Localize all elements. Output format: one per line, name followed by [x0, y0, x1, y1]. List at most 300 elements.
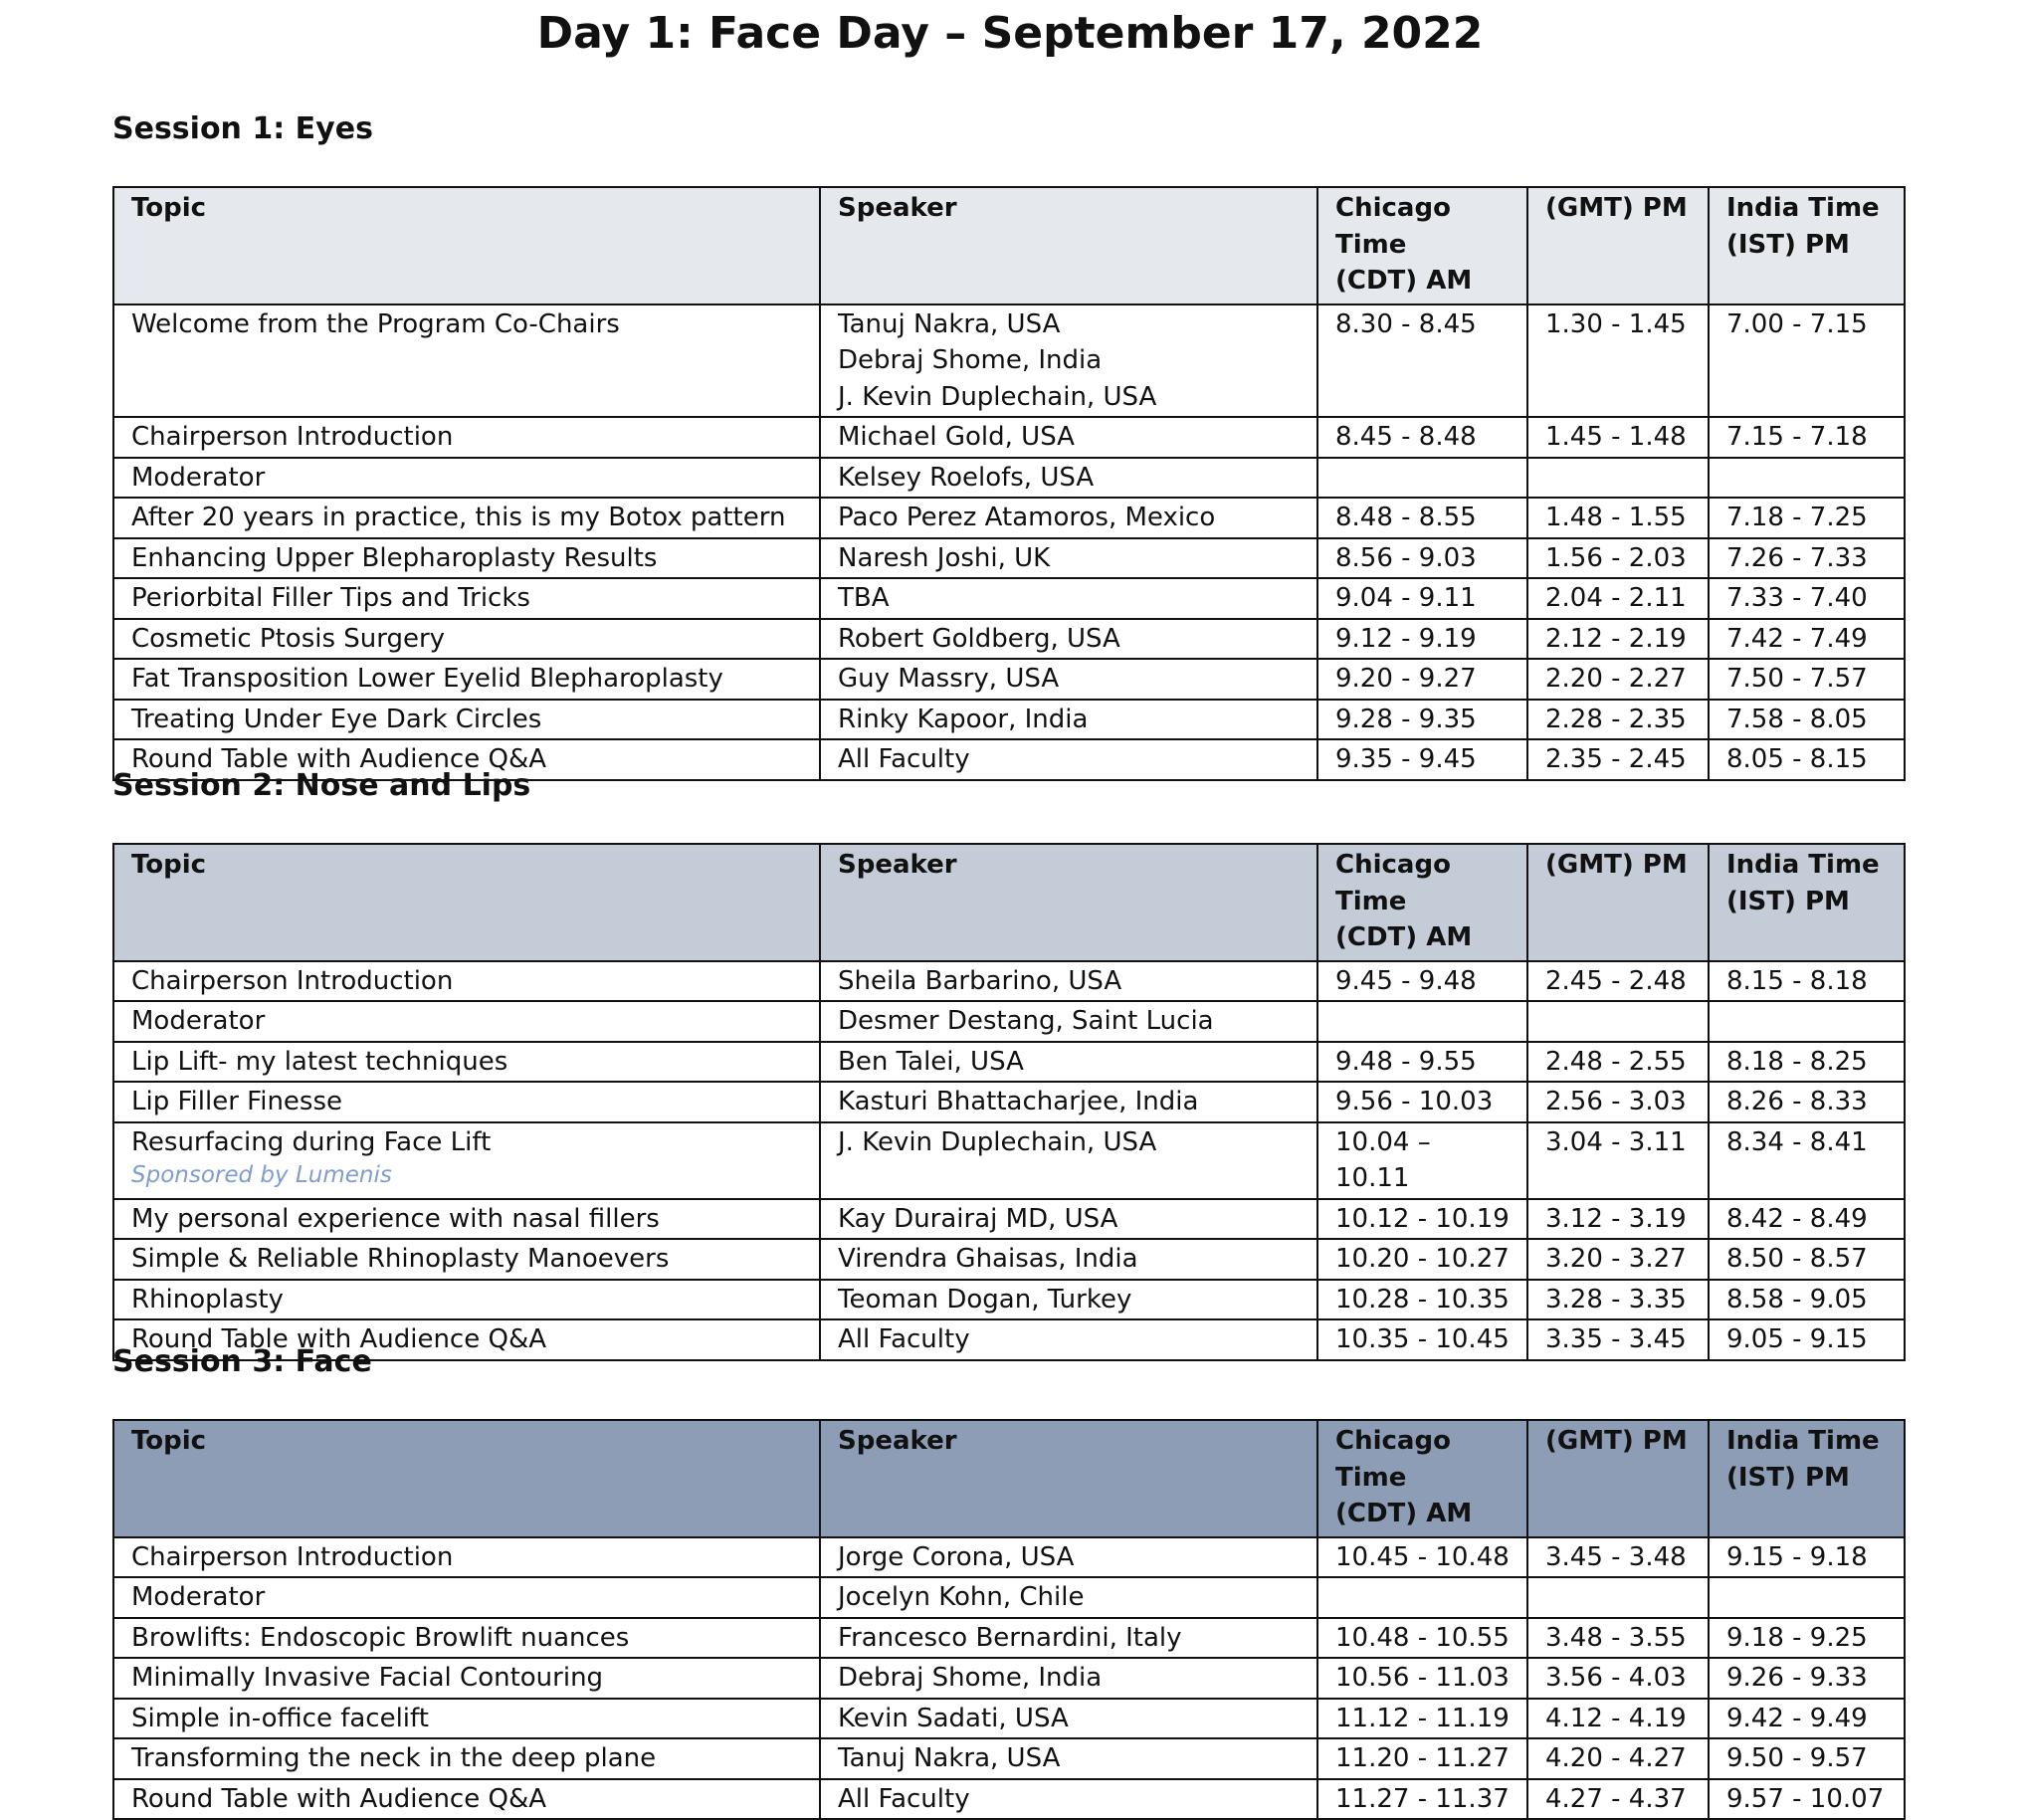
gmt-time-text: 1.45 - 1.48: [1545, 422, 1687, 452]
india-time-cell: [1709, 1618, 1905, 1659]
topic-text: Welcome from the Program Co-Chairs: [131, 308, 620, 339]
speaker-text: Jocelyn Kohn, Chile: [838, 1582, 1085, 1612]
table-row: [113, 1658, 1905, 1699]
session-heading-eyes: Session 1: Eyes: [112, 111, 373, 146]
chicago-time-text: 9.35 - 9.45: [1335, 744, 1477, 774]
column-header-gmt-time: (GMT) PM: [1527, 844, 1709, 961]
gmt-time-text: 2.56 - 3.03: [1545, 1087, 1687, 1116]
gmt-time-cell: [1527, 1082, 1709, 1122]
topic-cell: [113, 1738, 820, 1779]
chicago-time-text: 9.48 - 9.55: [1335, 1046, 1477, 1077]
india-time-text: 9.15 - 9.18: [1726, 1541, 1868, 1572]
column-header-gmt-time: (GMT) PM: [1527, 187, 1709, 304]
table-row: [113, 1199, 1905, 1240]
india-time-text: 8.18 - 8.25: [1726, 1046, 1868, 1077]
india-time-text: 9.26 - 9.33: [1726, 1663, 1868, 1693]
gmt-time-text: 3.48 - 3.55: [1545, 1622, 1687, 1653]
india-time-text: 9.50 - 9.57: [1726, 1743, 1868, 1773]
gmt-time-cell: [1527, 578, 1709, 619]
gmt-time-cell: [1527, 1618, 1709, 1659]
gmt-time-text: 2.20 - 2.27: [1545, 664, 1687, 694]
speaker-text: Rinky Kapoor, India: [838, 704, 1089, 734]
speaker-cell: [820, 538, 1317, 579]
chicago-time-cell: [1317, 1199, 1527, 1240]
gmt-time-cell: [1527, 1042, 1709, 1083]
chicago-time-text: 8.56 - 9.03: [1335, 542, 1477, 573]
topic-cell: [113, 1779, 820, 1820]
chicago-time-cell: [1317, 458, 1527, 499]
topic-cell: [113, 619, 820, 660]
chicago-time-text: 9.56 - 10.03: [1335, 1087, 1494, 1116]
speaker-text: Tanuj Nakra, USA: [838, 1743, 1061, 1773]
india-time-cell: [1709, 1699, 1905, 1739]
session-heading-nose-lips: Session 2: Nose and Lips: [112, 768, 531, 803]
table-row: [113, 458, 1905, 499]
speaker-text: Naresh Joshi, UK: [838, 542, 1051, 573]
gmt-time-cell: [1527, 1537, 1709, 1578]
speaker-text: Teoman Dogan, Turkey: [838, 1284, 1132, 1314]
gmt-time-cell: [1527, 1577, 1709, 1618]
sponsor-note: Sponsored by Lumenis: [131, 1162, 392, 1188]
speaker-cell: [820, 739, 1317, 780]
chicago-time-cell: [1317, 304, 1527, 418]
speaker-cell: [820, 304, 1317, 418]
chicago-time-text: 10.48 - 10.55: [1335, 1622, 1510, 1653]
speaker-text: Sheila Barbarino, USA: [838, 965, 1122, 996]
table-row: [113, 1001, 1905, 1042]
gmt-time-cell: [1527, 619, 1709, 660]
table-row: [113, 1699, 1905, 1739]
chicago-time-cell: [1317, 1577, 1527, 1618]
chicago-time-text: 9.20 - 9.27: [1335, 664, 1477, 694]
gmt-time-text: 2.35 - 2.45: [1545, 744, 1687, 774]
chicago-time-text: 10.20 - 10.27: [1335, 1244, 1510, 1274]
speaker-cell: [820, 1537, 1317, 1578]
gmt-time-cell: [1527, 739, 1709, 780]
speaker-text: Kasturi Bhattacharjee, India: [838, 1087, 1199, 1116]
table-row: [113, 1239, 1905, 1280]
chicago-time-cell: [1317, 578, 1527, 619]
speaker-text: Guy Massry, USA: [838, 664, 1060, 694]
table-row: [113, 498, 1905, 538]
topic-text: Minimally Invasive Facial Contouring: [131, 1663, 604, 1693]
gmt-time-text: 2.45 - 2.48: [1545, 965, 1687, 996]
india-time-text: 8.05 - 8.15: [1726, 744, 1868, 774]
gmt-time-text: 3.56 - 4.03: [1545, 1663, 1687, 1693]
topic-cell: [113, 1082, 820, 1122]
table-row: [113, 659, 1905, 700]
speaker-cell: [820, 1199, 1317, 1240]
topic-text: Fat Transposition Lower Eyelid Blepharoplasty: [131, 664, 723, 694]
india-time-text: 7.15 - 7.18: [1726, 422, 1868, 452]
topic-text: Chairperson Introduction: [131, 965, 454, 996]
topic-cell: [113, 417, 820, 458]
chicago-time-text: 9.28 - 9.35: [1335, 704, 1477, 734]
topic-cell: [113, 498, 820, 538]
india-time-cell: [1709, 659, 1905, 700]
india-time-text: 7.58 - 8.05: [1726, 704, 1868, 734]
speaker-cell: [820, 1082, 1317, 1122]
topic-cell: [113, 1199, 820, 1240]
india-time-cell: [1709, 619, 1905, 660]
chicago-time-cell: [1317, 1122, 1527, 1199]
topic-text: Rhinoplasty: [131, 1284, 284, 1314]
chicago-time-text: 10.45 - 10.48: [1335, 1541, 1510, 1572]
india-time-cell: [1709, 578, 1905, 619]
chicago-time-cell: [1317, 1001, 1527, 1042]
speaker-cell: [820, 417, 1317, 458]
speaker-text: Jorge Corona, USA: [838, 1541, 1075, 1572]
gmt-time-cell: [1527, 1199, 1709, 1240]
gmt-time-cell: [1527, 498, 1709, 538]
chicago-time-text: 10.12 - 10.19: [1335, 1203, 1510, 1234]
table-header-row: [113, 844, 1905, 961]
column-header-topic: Topic: [113, 844, 820, 961]
india-time-cell: [1709, 1122, 1905, 1199]
topic-cell: [113, 458, 820, 499]
india-time-text: 8.58 - 9.05: [1726, 1284, 1868, 1314]
india-time-text: 8.15 - 8.18: [1726, 965, 1868, 996]
column-header-chicago-time: Chicago Time (CDT) AM: [1317, 844, 1527, 961]
column-header-speaker: Speaker: [820, 187, 1317, 304]
gmt-time-text: 2.48 - 2.55: [1545, 1046, 1687, 1077]
table-row: [113, 619, 1905, 660]
india-time-text: 7.33 - 7.40: [1726, 583, 1868, 613]
gmt-time-text: 3.04 - 3.11: [1545, 1126, 1687, 1157]
column-header-chicago-time: Chicago Time (CDT) AM: [1317, 1420, 1527, 1537]
chicago-time-text: 11.27 - 11.37: [1335, 1783, 1510, 1814]
gmt-time-cell: [1527, 1319, 1709, 1360]
speaker-cell: [820, 1699, 1317, 1739]
topic-cell: [113, 1122, 820, 1199]
chicago-time-cell: [1317, 1779, 1527, 1820]
chicago-time-cell: [1317, 1082, 1527, 1122]
chicago-time-text: 10.56 - 11.03: [1335, 1663, 1510, 1693]
topic-cell: [113, 538, 820, 579]
page-title: Day 1: Face Day – September 17, 2022: [536, 8, 1484, 59]
topic-cell: [113, 1001, 820, 1042]
india-time-cell: [1709, 498, 1905, 538]
speaker-cell: [820, 1280, 1317, 1320]
chicago-time-text: 11.12 - 11.19: [1335, 1703, 1510, 1733]
chicago-time-cell: [1317, 1537, 1527, 1578]
speaker-text: TBA: [838, 583, 890, 613]
session-table-nose-lips: [112, 843, 1906, 1361]
table-row: [113, 1577, 1905, 1618]
table-row: [113, 1280, 1905, 1320]
india-time-cell: [1709, 1658, 1905, 1699]
table-row: [113, 1738, 1905, 1779]
column-header-gmt-time: (GMT) PM: [1527, 1420, 1709, 1537]
topic-text: After 20 years in practice, this is my Botox pattern: [131, 503, 786, 532]
table-row: [113, 417, 1905, 458]
gmt-time-cell: [1527, 1122, 1709, 1199]
speaker-cell: [820, 1319, 1317, 1360]
table-row: [113, 1537, 1905, 1578]
topic-text: Chairperson Introduction: [131, 422, 454, 452]
india-time-cell: [1709, 1319, 1905, 1360]
gmt-time-cell: [1527, 1001, 1709, 1042]
topic-text: Lip Lift- my latest techniques: [131, 1046, 508, 1077]
column-header-topic: Topic: [113, 187, 820, 304]
table-row: [113, 961, 1905, 1002]
column-header-speaker: Speaker: [820, 844, 1317, 961]
topic-cell: [113, 1699, 820, 1739]
speaker-cell: [820, 1239, 1317, 1280]
chicago-time-cell: [1317, 739, 1527, 780]
india-time-cell: [1709, 1239, 1905, 1280]
india-time-text: 9.05 - 9.15: [1726, 1324, 1868, 1354]
gmt-time-text: 2.28 - 2.35: [1545, 704, 1687, 734]
gmt-time-text: 3.35 - 3.45: [1545, 1324, 1687, 1354]
table-row: [113, 1042, 1905, 1083]
chicago-time-text: 9.45 - 9.48: [1335, 965, 1477, 996]
topic-cell: [113, 961, 820, 1002]
chicago-time-text: 10.04 – 10.11: [1335, 1126, 1431, 1193]
session-table-eyes: [112, 186, 1906, 781]
topic-text: Round Table with Audience Q&A: [131, 744, 547, 774]
column-header-india-time: India Time (IST) PM: [1709, 844, 1905, 961]
topic-text: Moderator: [131, 1582, 266, 1612]
topic-text: Cosmetic Ptosis Surgery: [131, 623, 446, 654]
speaker-text: All Faculty: [838, 1324, 970, 1354]
india-time-cell: [1709, 1779, 1905, 1820]
speaker-text: Tanuj Nakra, USA Debraj Shome, India J. Kevin Duplechain, USA: [838, 308, 1157, 412]
speaker-text: Kay Durairaj MD, USA: [838, 1203, 1118, 1234]
topic-text: Simple in-office facelift: [131, 1703, 429, 1733]
chicago-time-cell: [1317, 498, 1527, 538]
column-header-india-time: India Time (IST) PM: [1709, 187, 1905, 304]
column-header-speaker: Speaker: [820, 1420, 1317, 1537]
topic-text: Moderator: [131, 462, 266, 493]
speaker-text: Virendra Ghaisas, India: [838, 1244, 1138, 1274]
chicago-time-text: 10.35 - 10.45: [1335, 1324, 1510, 1354]
chicago-time-cell: [1317, 619, 1527, 660]
table-row: [113, 538, 1905, 579]
speaker-text: Kelsey Roelofs, USA: [838, 462, 1095, 493]
column-header-chicago-time: Chicago Time (CDT) AM: [1317, 187, 1527, 304]
gmt-time-text: 4.20 - 4.27: [1545, 1743, 1687, 1773]
topic-text: Chairperson Introduction: [131, 1541, 454, 1572]
gmt-time-text: 4.27 - 4.37: [1545, 1783, 1687, 1814]
chicago-time-text: 8.48 - 8.55: [1335, 503, 1477, 532]
gmt-time-text: 3.20 - 3.27: [1545, 1244, 1687, 1274]
speaker-text: Debraj Shome, India: [838, 1663, 1103, 1693]
speaker-text: Michael Gold, USA: [838, 422, 1075, 452]
table-row: [113, 1618, 1905, 1659]
india-time-cell: [1709, 1082, 1905, 1122]
speaker-cell: [820, 1001, 1317, 1042]
topic-cell: [113, 578, 820, 619]
gmt-time-text: 1.30 - 1.45: [1545, 308, 1687, 339]
chicago-time-cell: [1317, 1699, 1527, 1739]
speaker-cell: [820, 1618, 1317, 1659]
india-time-cell: [1709, 1001, 1905, 1042]
topic-cell: [113, 1577, 820, 1618]
india-time-text: 7.26 - 7.33: [1726, 542, 1868, 573]
india-time-cell: [1709, 1199, 1905, 1240]
gmt-time-text: 3.45 - 3.48: [1545, 1541, 1687, 1572]
speaker-text: Desmer Destang, Saint Lucia: [838, 1006, 1214, 1036]
india-time-cell: [1709, 1280, 1905, 1320]
topic-text: Transforming the neck in the deep plane: [131, 1743, 657, 1773]
speaker-cell: [820, 458, 1317, 499]
gmt-time-cell: [1527, 304, 1709, 418]
chicago-time-text: 9.04 - 9.11: [1335, 583, 1477, 613]
speaker-cell: [820, 700, 1317, 740]
speaker-cell: [820, 578, 1317, 619]
chicago-time-cell: [1317, 1042, 1527, 1083]
table-row: [113, 578, 1905, 619]
topic-cell: [113, 304, 820, 418]
speaker-cell: [820, 1658, 1317, 1699]
topic-text: Periorbital Filler Tips and Tricks: [131, 583, 530, 613]
topic-text: Round Table with Audience Q&A: [131, 1783, 547, 1814]
speaker-text: J. Kevin Duplechain, USA: [838, 1126, 1157, 1157]
table-row: [113, 1082, 1905, 1122]
gmt-time-text: 1.48 - 1.55: [1545, 503, 1687, 532]
topic-cell: [113, 1239, 820, 1280]
topic-cell: [113, 1658, 820, 1699]
table-header-row: [113, 1420, 1905, 1537]
gmt-time-text: 1.56 - 2.03: [1545, 542, 1687, 573]
india-time-text: 7.18 - 7.25: [1726, 503, 1868, 532]
gmt-time-cell: [1527, 458, 1709, 499]
gmt-time-cell: [1527, 961, 1709, 1002]
speaker-cell: [820, 619, 1317, 660]
speaker-cell: [820, 659, 1317, 700]
topic-cell: [113, 700, 820, 740]
topic-text: Resurfacing during Face Lift: [131, 1126, 492, 1157]
chicago-time-cell: [1317, 538, 1527, 579]
chicago-time-text: 8.30 - 8.45: [1335, 308, 1477, 339]
speaker-text: Francesco Bernardini, Italy: [838, 1622, 1182, 1653]
chicago-time-cell: [1317, 1738, 1527, 1779]
india-time-text: 9.18 - 9.25: [1726, 1622, 1868, 1653]
chicago-time-text: 9.12 - 9.19: [1335, 623, 1477, 654]
speaker-cell: [820, 961, 1317, 1002]
speaker-cell: [820, 498, 1317, 538]
speaker-text: All Faculty: [838, 1783, 970, 1814]
table-row: [113, 1779, 1905, 1820]
session-table-face: [112, 1419, 1906, 1820]
table-row: [113, 304, 1905, 418]
india-time-text: 9.42 - 9.49: [1726, 1703, 1868, 1733]
gmt-time-cell: [1527, 700, 1709, 740]
gmt-time-cell: [1527, 1738, 1709, 1779]
chicago-time-text: 8.45 - 8.48: [1335, 422, 1477, 452]
session-heading-face: Session 3: Face: [112, 1344, 372, 1379]
india-time-cell: [1709, 1738, 1905, 1779]
speaker-text: Ben Talei, USA: [838, 1046, 1024, 1077]
gmt-time-text: 3.28 - 3.35: [1545, 1284, 1687, 1314]
gmt-time-cell: [1527, 1658, 1709, 1699]
topic-cell: [113, 1618, 820, 1659]
gmt-time-cell: [1527, 1239, 1709, 1280]
gmt-time-text: 2.12 - 2.19: [1545, 623, 1687, 654]
gmt-time-cell: [1527, 538, 1709, 579]
chicago-time-cell: [1317, 659, 1527, 700]
speaker-cell: [820, 1122, 1317, 1199]
india-time-cell: [1709, 304, 1905, 418]
india-time-cell: [1709, 739, 1905, 780]
speaker-cell: [820, 1042, 1317, 1083]
india-time-cell: [1709, 538, 1905, 579]
topic-text: Lip Filler Finesse: [131, 1087, 343, 1116]
india-time-text: 7.42 - 7.49: [1726, 623, 1868, 654]
topic-text: Treating Under Eye Dark Circles: [131, 704, 542, 734]
india-time-text: 8.42 - 8.49: [1726, 1203, 1868, 1234]
chicago-time-cell: [1317, 1280, 1527, 1320]
table-header-row: [113, 187, 1905, 304]
india-time-text: 7.00 - 7.15: [1726, 308, 1868, 339]
speaker-cell: [820, 1779, 1317, 1820]
india-time-text: 7.50 - 7.57: [1726, 664, 1868, 694]
topic-text: Enhancing Upper Blepharoplasty Results: [131, 542, 658, 573]
chicago-time-text: 11.20 - 11.27: [1335, 1743, 1510, 1773]
india-time-cell: [1709, 458, 1905, 499]
gmt-time-text: 4.12 - 4.19: [1545, 1703, 1687, 1733]
speaker-text: Kevin Sadati, USA: [838, 1703, 1069, 1733]
topic-text: Simple & Reliable Rhinoplasty Manoevers: [131, 1244, 670, 1274]
topic-cell: [113, 1280, 820, 1320]
chicago-time-cell: [1317, 1658, 1527, 1699]
topic-text: Round Table with Audience Q&A: [131, 1324, 547, 1354]
table-row: [113, 1319, 1905, 1360]
table-row: [113, 1122, 1905, 1199]
india-time-cell: [1709, 1577, 1905, 1618]
topic-cell: [113, 659, 820, 700]
gmt-time-cell: [1527, 1699, 1709, 1739]
speaker-text: Robert Goldberg, USA: [838, 623, 1120, 654]
chicago-time-cell: [1317, 417, 1527, 458]
topic-text: Moderator: [131, 1006, 266, 1036]
india-time-text: 8.26 - 8.33: [1726, 1087, 1868, 1116]
column-header-topic: Topic: [113, 1420, 820, 1537]
gmt-time-cell: [1527, 1280, 1709, 1320]
chicago-time-cell: [1317, 1319, 1527, 1360]
speaker-text: All Faculty: [838, 744, 970, 774]
gmt-time-cell: [1527, 1779, 1709, 1820]
topic-text: My personal experience with nasal fillers: [131, 1203, 660, 1234]
column-header-india-time: India Time (IST) PM: [1709, 1420, 1905, 1537]
speaker-cell: [820, 1738, 1317, 1779]
india-time-cell: [1709, 961, 1905, 1002]
gmt-time-cell: [1527, 659, 1709, 700]
topic-text: Browlifts: Endoscopic Browlift nuances: [131, 1622, 630, 1653]
india-time-text: 8.34 - 8.41: [1726, 1126, 1868, 1157]
chicago-time-cell: [1317, 1618, 1527, 1659]
chicago-time-text: 10.28 - 10.35: [1335, 1284, 1510, 1314]
india-time-text: 8.50 - 8.57: [1726, 1244, 1868, 1274]
gmt-time-text: 2.04 - 2.11: [1545, 583, 1687, 613]
speaker-cell: [820, 1577, 1317, 1618]
speaker-text: Paco Perez Atamoros, Mexico: [838, 503, 1216, 532]
india-time-cell: [1709, 700, 1905, 740]
india-time-text: 9.57 - 10.07: [1726, 1783, 1885, 1814]
india-time-cell: [1709, 417, 1905, 458]
gmt-time-text: 3.12 - 3.19: [1545, 1203, 1687, 1234]
chicago-time-cell: [1317, 700, 1527, 740]
gmt-time-cell: [1527, 417, 1709, 458]
table-row: [113, 700, 1905, 740]
india-time-cell: [1709, 1042, 1905, 1083]
chicago-time-cell: [1317, 1239, 1527, 1280]
topic-cell: [113, 1537, 820, 1578]
india-time-cell: [1709, 1537, 1905, 1578]
chicago-time-cell: [1317, 961, 1527, 1002]
topic-cell: [113, 1042, 820, 1083]
